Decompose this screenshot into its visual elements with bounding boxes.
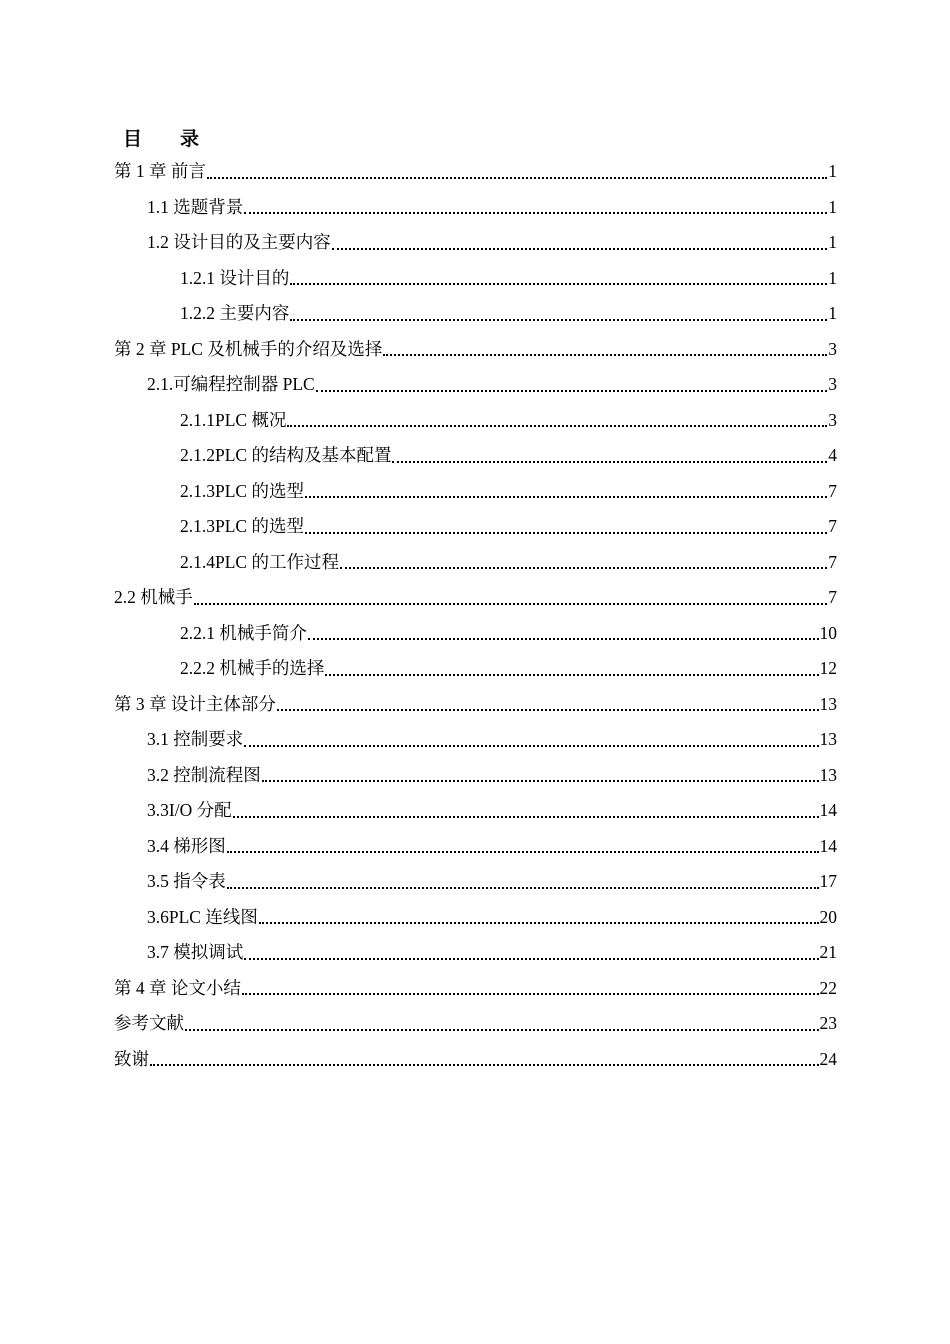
toc-page-number: 13 — [819, 729, 837, 749]
toc-dot-leader — [226, 829, 820, 865]
toc-page-number: 10 — [819, 622, 837, 643]
toc-dot-leader — [339, 545, 828, 581]
toc-dot-leader — [243, 190, 828, 226]
toc-entry[interactable] — [114, 1006, 837, 1042]
toc-page-number: 7 — [828, 587, 837, 607]
toc-dot-leader — [391, 438, 828, 474]
toc-page-number: 1 — [828, 196, 837, 217]
toc-entry-label: 1.2.2 主要内容 — [180, 296, 289, 332]
toc-entry-label: 3.3I/O 分配 — [147, 793, 232, 829]
toc-dot-leader — [149, 1042, 820, 1078]
toc-entry-label: 2.2.1 机械手简介 — [180, 616, 307, 652]
toc-dot-leader — [331, 225, 829, 261]
toc-page-number: 1 — [828, 161, 837, 181]
toc-page-number: 24 — [819, 1048, 837, 1069]
toc-entry-label: 2.1.1PLC 概况 — [180, 403, 286, 439]
toc-page-number: 13 — [819, 764, 837, 785]
toc-dot-leader — [241, 971, 820, 1007]
toc-entry[interactable] — [114, 1042, 837, 1078]
toc-entry[interactable] — [114, 154, 837, 190]
toc-page-number: 21 — [819, 942, 837, 962]
toc-entry[interactable] — [114, 261, 837, 297]
toc-dot-leader — [261, 758, 820, 794]
toc-entry-label: 3.6PLC 连线图 — [147, 900, 258, 936]
toc-entry-label: 1.2.1 设计目的 — [180, 261, 289, 297]
toc-page-number: 3 — [828, 338, 837, 359]
toc-page-number: 4 — [828, 445, 837, 465]
toc-entry[interactable] — [114, 545, 837, 581]
toc-entry[interactable] — [114, 580, 837, 616]
toc-entry-label: 3.4 梯形图 — [147, 829, 226, 865]
toc-dot-leader — [304, 474, 828, 510]
toc-entry[interactable] — [114, 900, 837, 936]
toc-entry-label: 2.1.3PLC 的选型 — [180, 509, 304, 545]
toc-dot-leader — [193, 580, 829, 616]
toc-entry[interactable] — [114, 225, 837, 261]
toc-entry[interactable] — [114, 864, 837, 900]
toc-entry-label: 2.2.2 机械手的选择 — [180, 651, 324, 687]
toc-entry-label: 第 4 章 论文小结 — [114, 971, 241, 1007]
toc-entry[interactable] — [114, 438, 837, 474]
toc-page-number: 7 — [828, 551, 837, 572]
toc-entry-label: 3.7 模拟调试 — [147, 935, 243, 971]
toc-dot-leader — [243, 722, 819, 758]
toc-dot-leader — [243, 935, 819, 971]
toc-page-number: 1 — [828, 232, 837, 252]
toc-dot-leader — [184, 1006, 820, 1042]
toc-entry-label: 2.1.3PLC 的选型 — [180, 474, 304, 510]
toc-page-number: 23 — [819, 1013, 837, 1033]
toc-entry[interactable] — [114, 474, 837, 510]
toc-page-number: 14 — [819, 835, 837, 856]
toc-entry[interactable] — [114, 935, 837, 971]
toc-page-number: 3 — [828, 374, 837, 394]
toc-entry-label: 3.2 控制流程图 — [147, 758, 261, 794]
toc-page-number: 17 — [819, 871, 837, 891]
toc-entry[interactable] — [114, 367, 837, 403]
toc-entry-label: 3.5 指令表 — [147, 864, 226, 900]
toc-entry-label: 第 1 章 前言 — [114, 154, 206, 190]
toc-entry[interactable] — [114, 332, 837, 368]
toc-entry[interactable] — [114, 971, 837, 1007]
toc-entry-label: 1.1 选题背景 — [147, 190, 243, 226]
toc-entry[interactable] — [114, 296, 837, 332]
toc-page-number: 1 — [828, 303, 837, 323]
toc-page-number: 7 — [828, 480, 837, 501]
toc-title-char-2: 录 — [180, 129, 200, 150]
toc-entry-label: 第 2 章 PLC 及机械手的介绍及选择 — [114, 332, 382, 368]
toc-page-number: 13 — [819, 693, 837, 714]
toc-entry[interactable] — [114, 651, 837, 687]
toc-entry-label: 第 3 章 设计主体部分 — [114, 687, 276, 723]
toc-dot-leader — [289, 261, 828, 297]
toc-entry[interactable] — [114, 829, 837, 865]
toc-list — [114, 154, 837, 1077]
toc-dot-leader — [307, 616, 820, 652]
toc-dot-leader — [286, 403, 828, 439]
toc-entry-label: 参考文献 — [114, 1006, 184, 1042]
toc-entry[interactable] — [114, 793, 837, 829]
toc-dot-leader — [206, 154, 828, 190]
toc-title-char-1: 目 — [123, 129, 143, 150]
toc-entry-label: 1.2 设计目的及主要内容 — [147, 225, 331, 261]
toc-title — [123, 124, 199, 151]
toc-dot-leader — [304, 509, 828, 545]
toc-dot-leader — [315, 367, 829, 403]
toc-page-number: 1 — [828, 267, 837, 288]
toc-page-number: 12 — [819, 658, 837, 678]
toc-dot-leader — [232, 793, 820, 829]
toc-page-number: 7 — [828, 516, 837, 536]
toc-entry-label: 2.1.2PLC 的结构及基本配置 — [180, 438, 391, 474]
toc-dot-leader — [289, 296, 828, 332]
toc-entry[interactable] — [114, 403, 837, 439]
toc-dot-leader — [276, 687, 820, 723]
toc-page-number: 20 — [819, 906, 837, 927]
toc-entry-label: 2.2 机械手 — [114, 580, 193, 616]
toc-entry[interactable] — [114, 758, 837, 794]
toc-dot-leader — [324, 651, 819, 687]
toc-page-number: 3 — [828, 409, 837, 430]
toc-dot-leader — [382, 332, 828, 368]
toc-entry[interactable] — [114, 687, 837, 723]
toc-entry-label: 致谢 — [114, 1042, 149, 1078]
toc-page-number: 14 — [819, 800, 837, 820]
toc-dot-leader — [258, 900, 820, 936]
toc-entry-label: 2.1.可编程控制器 PLC — [147, 367, 315, 403]
toc-entry[interactable] — [114, 190, 837, 226]
toc-entry[interactable] — [114, 616, 837, 652]
toc-entry-label: 2.1.4PLC 的工作过程 — [180, 545, 339, 581]
toc-dot-leader — [226, 864, 820, 900]
toc-entry-label: 3.1 控制要求 — [147, 722, 243, 758]
toc-page-number: 22 — [819, 977, 837, 998]
toc-entry[interactable] — [114, 509, 837, 545]
toc-entry[interactable] — [114, 722, 837, 758]
